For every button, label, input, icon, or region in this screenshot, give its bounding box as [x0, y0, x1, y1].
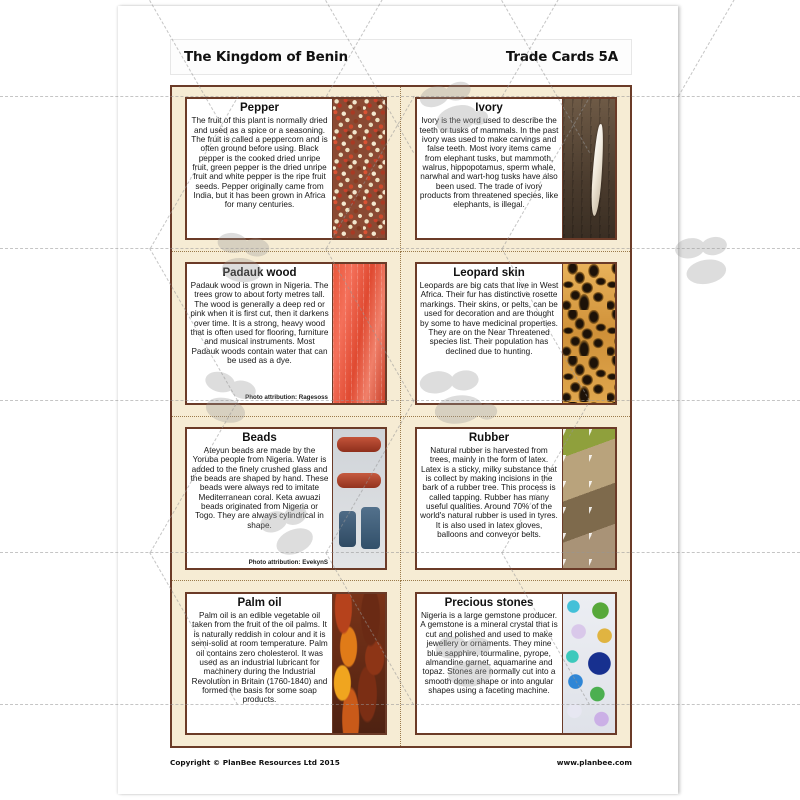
card-text-block: [417, 594, 562, 733]
glass-beads-photo: [332, 429, 385, 568]
card-body: Leopards are big cats that live in West Africa. Their fur has distinctive rosette markings. Their skins, or pelts, can be used for decoration and are thought by some to have medicinal properties. They are on the Near Threatened species list. Their population has declined due to hunting.: [419, 281, 559, 356]
trade-card-leopard-skin[interactable]: [415, 262, 617, 405]
copyright-text: Copyright © PlanBee Resources Ltd 2015: [170, 757, 340, 767]
trade-card-palm-oil[interactable]: [185, 592, 387, 735]
card-body: Ivory is the word used to describe the teeth or tusks of mammals. In the past ivory was used to make carvings and false teeth. Most ivory items came from elephant tusks, but mammoth, walrus, hippopotamus, sperm whale, narwhal and wart-hog tusks have also been used. The trade of ivory products from threatened species, like elephants, is illegal.: [419, 116, 559, 210]
card-attribution: Photo attribution: EvekynS: [248, 558, 328, 566]
trade-card-ivory[interactable]: [415, 97, 617, 240]
grid-cell: [172, 87, 401, 252]
card-attribution: [420, 565, 559, 566]
card-attribution: Photo attribution: Ragesoss: [245, 394, 328, 402]
card-title: Padauk wood: [222, 267, 297, 280]
card-text-block: [417, 429, 562, 568]
trade-card-rubber[interactable]: [415, 427, 617, 570]
grid-cell: [401, 87, 630, 252]
trade-cards-panel: [170, 85, 632, 748]
worksheet-page: [118, 6, 678, 794]
rubber-tree-tapping-photo: [562, 429, 615, 568]
card-attribution: [420, 235, 559, 236]
watermark-dash-line: [678, 0, 767, 97]
leopard-fur-photo: [562, 264, 615, 403]
grid-cell: [172, 581, 401, 746]
card-body: Natural rubber is harvested from trees, mainly in the form of latex. Latex is a sticky, milky substance that is collect by making incisions in the bark of a rubber tree. This process is called tapping. Rubber has many useful qualities. Around 70% of the world's natural rubber is used in tyres. It is also used in latex gloves, balloons and conveyor belts.: [420, 445, 558, 539]
gemstones-photo: [562, 594, 615, 733]
card-title: Ivory: [475, 102, 503, 115]
card-body: The fruit of this plant is normally dried and used as a spice or a seasoning. The fruit is called a peppercorn and is often ground before using. Black pepper is the cooked dried unripe fruit, green pepper is the dried unripe fruit and white pepper is the ripe fruit seeds. Pepper originally came from India, but it has been grown in Africa for many centuries.: [191, 116, 328, 210]
grid-cell: [401, 581, 630, 746]
grid-cell: [172, 417, 401, 582]
card-body: Ateyun beads are made by the Yoruba people from Nigeria. Water is added to the finely crushed glass and the beads are shaped by hand. These beads were always red to imitate Mediterranean coral. Keta awuazi beads originated from Nigeria or Togo. They are always cylindrical in shape.: [190, 445, 329, 530]
page-header: [170, 39, 632, 75]
card-text-block: [187, 264, 332, 403]
card-attribution: [190, 730, 329, 731]
card-title: Rubber: [468, 431, 510, 444]
card-text-block: [417, 264, 562, 403]
card-text-block: [187, 429, 332, 568]
card-title: Leopard skin: [453, 267, 525, 280]
trade-card-beads[interactable]: [185, 427, 387, 570]
padauk-wood-grain-photo: [332, 264, 385, 403]
palm-fruit-photo: [332, 594, 385, 733]
bead-shape: [361, 507, 380, 549]
card-text-block: [187, 99, 332, 238]
card-title: Beads: [242, 431, 277, 444]
grid-cell: [172, 252, 401, 417]
trade-card-pepper[interactable]: [185, 97, 387, 240]
page-title: The Kingdom of Benin: [184, 49, 348, 65]
trade-cards-grid: [172, 87, 630, 746]
grid-cell: [401, 417, 630, 582]
bead-shape: [339, 511, 356, 547]
elephant-tusk-photo: [562, 99, 615, 238]
card-text-block: [187, 594, 332, 733]
trade-card-padauk-wood[interactable]: [185, 262, 387, 405]
card-body: Padauk wood is grown in Nigeria. The trees grow to about forty metres tall. The wood is generally a deep red or pink when it is first cut, then it darkens over time. It is a strong, heavy wood that is often used for flooring, furniture and musical instruments. Most Padauk woods contain water that can be used as a dye.: [190, 281, 329, 365]
card-text-block: [417, 99, 562, 238]
card-body: Palm oil is an edible vegetable oil taken from the fruit of the oil palms. It is naturally reddish in colour and it is semi-solid at room temperature. Palm oil contains zero cholesterol. It was used as an industrial lubricant for machinery during the Industrial Revolution in Britain (1760-1840) and formed the basis for some soap products.: [191, 611, 328, 705]
card-title: Precious stones: [444, 597, 534, 610]
bead-shape: [337, 437, 381, 452]
card-body: Nigeria is a large gemstone producer. A gemstone is a mineral crystal that is cut and polished and used to make jewellery or ornaments. They mine blue sapphire, tourmaline, pyrope, almandine garnet, aquamarine and topaz. Stones are normally cut into a smooth dome shape or into angular shapes using a faceting machine.: [420, 611, 558, 695]
card-attribution: [420, 400, 559, 401]
grid-cell: [401, 252, 630, 417]
page-footer: [170, 754, 632, 770]
card-title: Pepper: [240, 102, 279, 115]
card-title: Palm oil: [237, 597, 282, 610]
card-attribution: [190, 235, 329, 236]
bead-shape: [337, 473, 381, 488]
page-subtitle: Trade Cards 5A: [505, 49, 618, 65]
website-link[interactable]: www.planbee.com: [556, 757, 632, 767]
card-attribution: [420, 730, 559, 731]
trade-card-precious-stones[interactable]: [415, 592, 617, 735]
peppercorns-photo: [332, 99, 385, 238]
